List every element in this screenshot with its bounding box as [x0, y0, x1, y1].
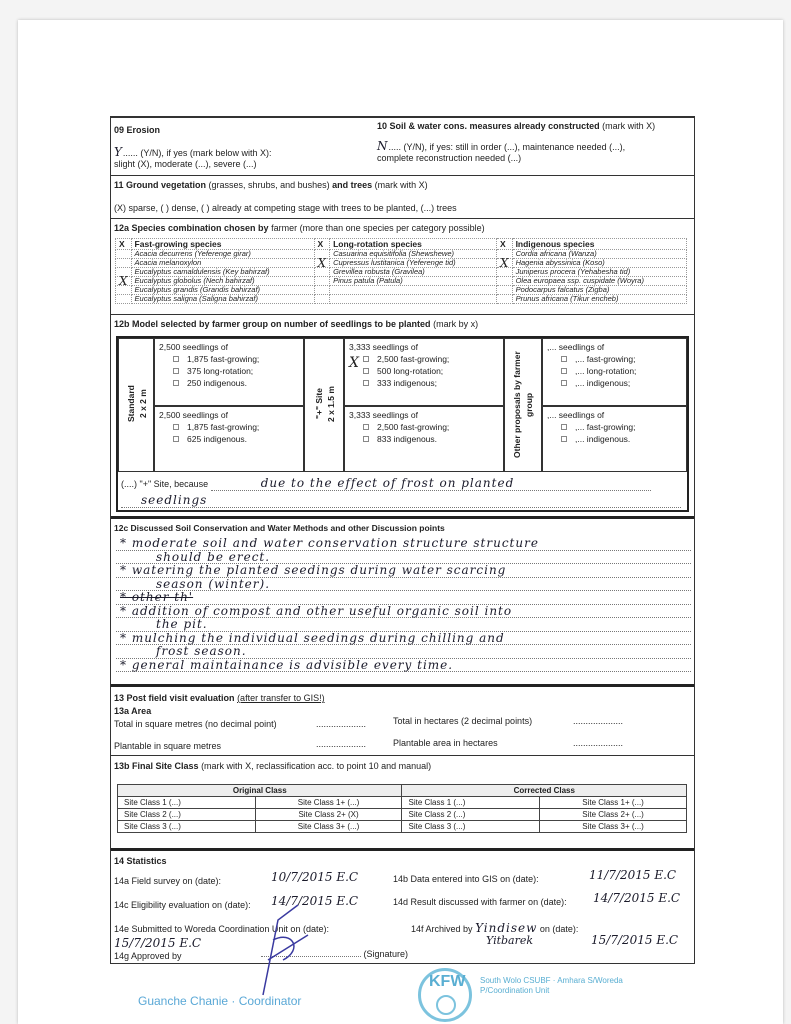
model-title	[114, 319, 478, 329]
species-name: Prunus africana (Tikur encheb)	[512, 295, 686, 304]
because-text-2: seedlings	[121, 493, 681, 508]
archived-label: 14f Archived by	[411, 924, 473, 934]
selected-mark: X	[349, 355, 359, 371]
species-mark[interactable]: X	[314, 259, 330, 268]
option-label: 625 indigenous.	[187, 434, 248, 444]
option-label: 375 long-rotation;	[187, 366, 254, 376]
species-name	[330, 295, 497, 304]
erosion-line2: slight (X), moderate (...), severe (...)	[114, 159, 257, 169]
swc-answer: N	[377, 139, 389, 153]
because-label: (....) "+" Site, because	[121, 479, 209, 489]
option-head: ,... seedlings of	[547, 410, 605, 420]
total-ha-label: Total in hectares (2 decimal points)	[393, 716, 533, 726]
site-class-row	[118, 821, 687, 833]
statistics-title: 14 Statistics	[114, 856, 167, 866]
species-mark[interactable]: X	[497, 259, 513, 268]
species-col-header: Long-rotation species	[330, 239, 497, 250]
option-head: 3,333 seedlings of	[349, 410, 418, 420]
post-visit-title	[114, 693, 325, 703]
species-name: Cupressus lustitanica (Yeferenge tid)	[330, 259, 497, 268]
site-class-row	[118, 797, 687, 809]
checkbox[interactable]	[561, 436, 567, 442]
checkbox[interactable]	[561, 356, 567, 362]
signature-mark	[248, 900, 318, 1000]
std-d: 2 x 2 m	[138, 389, 148, 419]
t2: (grasses, shrubs, and bushes)	[208, 180, 330, 190]
model-box	[116, 336, 689, 512]
option-head: 2,500 seedlings of	[159, 342, 228, 352]
because-line	[121, 476, 681, 491]
field-survey-label: 14a Field survey on (date):	[114, 876, 222, 886]
other-option-b[interactable]	[542, 406, 687, 472]
option-label: ,... fast-growing;	[575, 422, 636, 432]
species-name: Acacia melanoxylon	[131, 259, 314, 268]
vegetation-title	[114, 180, 428, 190]
species-name: Acacia decurrens (Yeferenge girar)	[131, 250, 314, 259]
species-col-mark: X	[116, 239, 132, 250]
checkbox[interactable]	[561, 380, 567, 386]
species-name: Cordia africana (Wanza)	[512, 250, 686, 259]
kfw-stamp-text: KFW	[429, 973, 466, 990]
option-label: 250 indigenous.	[187, 378, 248, 388]
because-text-1: due to the effect of frost on planted	[211, 476, 651, 491]
vegetation-line: (X) sparse, ( ) dense, ( ) already at competing stage with trees to be planted, (...) trees	[114, 203, 457, 213]
option-label: 1,875 fast-growing;	[187, 422, 260, 432]
other-option-a[interactable]	[542, 338, 687, 406]
option-label: 833 indigenous.	[377, 434, 438, 444]
mt1: 12b Model selected by farmer group on number of seedlings to be planted	[114, 319, 431, 329]
gis-entry-date[interactable]: 11/7/2015 E.C	[589, 868, 677, 882]
site-class-option[interactable]: Site Class 2+ (X)	[255, 809, 402, 821]
scanned-page	[18, 20, 783, 1024]
option-label: 333 indigenous;	[377, 378, 438, 388]
area-title: 13a Area	[114, 706, 152, 716]
option-item	[159, 353, 299, 365]
species-name: Podocarpus falcatus (Zigba)	[512, 286, 686, 295]
option-head: 2,500 seedlings of	[159, 410, 228, 420]
checkbox[interactable]	[173, 436, 179, 442]
species-col-mark: X	[314, 239, 330, 250]
option-label: 1,875 fast-growing;	[187, 354, 260, 364]
option-head: ,... seedlings of	[547, 342, 605, 352]
archived-by[interactable]: Yindisew	[475, 921, 538, 935]
pv1: 13 Post field visit evaluation	[114, 693, 235, 703]
kfw-stamp-ring-text: South Wolo CSUBF · Amhara S/Woreda P/Coordination Unit	[480, 976, 623, 995]
option-item	[547, 353, 682, 365]
discussion-line: frost season.	[116, 645, 691, 659]
species-title	[114, 223, 485, 233]
option-item	[547, 421, 682, 433]
fc1: 13b Final Site Class	[114, 761, 199, 771]
option-item	[547, 433, 682, 445]
option-head: 3,333 seedlings of	[349, 342, 418, 352]
species-mark[interactable]	[314, 286, 330, 295]
option-label: ,... fast-growing;	[575, 354, 636, 364]
submitted-label: 14e Submitted to Woreda Coordination Unit on (date):	[114, 924, 329, 934]
species-mark[interactable]: X	[116, 277, 132, 286]
pl-d: 2 x 1.5 m	[326, 386, 336, 422]
site-class-option[interactable]: Site Class 3 (...)	[118, 821, 256, 833]
species-mark[interactable]	[314, 277, 330, 286]
archived-on-label: on (date):	[539, 924, 579, 934]
t1: 11 Ground vegetation	[114, 180, 207, 190]
site-class-option[interactable]: Site Class 1+ (...)	[255, 797, 402, 809]
corrected-class-header: Corrected Class	[402, 785, 687, 797]
approved-label: 14g Approved by	[114, 951, 182, 961]
option-label: 2,500 fast-growing;	[377, 354, 450, 364]
result-discussed-date[interactable]: 14/7/2015 E.C	[593, 891, 681, 905]
standard-label	[125, 359, 149, 449]
plus-label-cell	[304, 338, 344, 472]
checkbox[interactable]	[363, 368, 369, 374]
erosion-title: 09 Erosion	[114, 125, 161, 135]
plant-ha-value[interactable]: ....................	[573, 738, 624, 748]
option-label: ,... indigenous;	[575, 378, 631, 388]
species-mark[interactable]	[116, 295, 132, 304]
standard-option-a[interactable]	[154, 338, 304, 406]
option-label: 500 long-rotation;	[377, 366, 444, 376]
result-discussed-label: 14d Result discussed with farmer on (date):	[393, 897, 567, 907]
person-stamp: Guanche Chanie · Coordinator	[138, 994, 302, 1008]
kfw-stamp	[418, 968, 472, 1022]
gis-entry-label: 14b Data entered into GIS on (date):	[393, 874, 539, 884]
species-row	[116, 295, 687, 304]
standard-option-b[interactable]	[154, 406, 304, 472]
plus-option-a[interactable]	[344, 338, 504, 406]
std-l: Standard	[126, 385, 136, 423]
eligibility-label: 14c Eligibility evaluation on (date):	[114, 900, 251, 910]
species-mark[interactable]	[116, 250, 132, 259]
option-item	[159, 377, 299, 389]
species-name: Grevillea robusta (Gravilea)	[330, 268, 497, 277]
species-mark[interactable]	[497, 286, 513, 295]
checkbox[interactable]	[363, 356, 369, 362]
option-label: 2,500 fast-growing;	[377, 422, 450, 432]
species-mark[interactable]	[116, 259, 132, 268]
checkbox[interactable]	[173, 356, 179, 362]
plant-ha-label: Plantable area in hectares	[393, 738, 498, 748]
site-class-option[interactable]: Site Class 3+ (...)	[540, 821, 687, 833]
site-class-option[interactable]: Site Class 1 (...)	[402, 797, 540, 809]
species-name: Eucalyptus saligna (Saligna bahirzaf)	[131, 295, 314, 304]
discussion-line: the pit.	[116, 618, 691, 632]
checkbox[interactable]	[363, 424, 369, 430]
discussion-line: season (winter).	[116, 578, 691, 592]
species-mark[interactable]	[497, 277, 513, 286]
original-class-header: Original Class	[118, 785, 402, 797]
st1: 12a Species combination chosen by	[114, 223, 269, 233]
pl-l: "+" Site	[314, 388, 324, 420]
archived-signature: Yitbarek	[486, 934, 534, 947]
discussion-line: * moderate soil and water conservation structure structure	[116, 537, 691, 551]
total-sqm-label: Total in square metres (no decimal point)	[114, 719, 277, 729]
option-label: ,... long-rotation;	[575, 366, 637, 376]
species-name: Eucalyptus grandis (Grandis bahirzaf)	[131, 286, 314, 295]
species-table	[115, 238, 687, 304]
species-name: Olea europaea ssp. cuspidate (Woyra)	[512, 277, 686, 286]
erosion-answer: Y	[114, 145, 123, 159]
t3: and trees	[332, 180, 373, 190]
species-name: Casuarina equisitifolia (Shewshewe)	[330, 250, 497, 259]
pv2: (after transfer to GIS!)	[237, 693, 325, 703]
final-class-title	[114, 761, 431, 771]
t4: (mark with X)	[374, 180, 428, 190]
option-item	[159, 421, 299, 433]
checkbox[interactable]	[561, 424, 567, 430]
discussion-lines	[116, 537, 691, 672]
discussion-title: 12c Discussed Soil Conservation and Water Methods and other Discussion points	[114, 523, 445, 533]
erosion-line1-text: ...... (Y/N), if yes (mark below with X):	[122, 148, 272, 158]
option-item	[349, 421, 499, 433]
total-ha-value[interactable]: ....................	[573, 716, 624, 726]
discussion-line: should be erect.	[116, 551, 691, 565]
option-item	[349, 433, 499, 445]
swc-title-note: (mark with X)	[602, 121, 656, 131]
discussion-line: * other th'	[116, 591, 691, 605]
species-name	[330, 286, 497, 295]
submitted-date[interactable]: 15/7/2015 E.C	[114, 936, 202, 950]
form	[110, 116, 695, 964]
other-label-cell	[504, 338, 542, 472]
species-mark[interactable]	[314, 295, 330, 304]
option-item	[349, 377, 499, 389]
swc-line1	[377, 140, 693, 153]
species-name: Hagenia abyssinica (Koso)	[512, 259, 686, 268]
st2: farmer (more than one species per category possible)	[271, 223, 485, 233]
archived-line	[411, 921, 578, 935]
discussion-line: * general maintainance is advisible every time.	[116, 659, 691, 673]
swc-line1-text: ..... (Y/N), if yes: still in order (...), maintenance needed (...),	[388, 142, 626, 152]
swc-line2: complete reconstruction needed (...)	[377, 153, 522, 163]
plus-label	[313, 369, 337, 439]
option-item	[159, 433, 299, 445]
site-class-table	[117, 784, 687, 833]
site-class-option[interactable]: Site Class 2 (...)	[402, 809, 540, 821]
signature-label: (Signature)	[363, 949, 409, 959]
fc2: (mark with X, reclassification acc. to point 10 and manual)	[201, 761, 432, 771]
field-survey-date[interactable]: 10/7/2015 E.C	[271, 870, 359, 884]
option-item	[547, 365, 682, 377]
swc-title-text: 10 Soil & water cons. measures already constructed	[377, 121, 600, 131]
other-label: Other proposals by farmer group	[512, 351, 534, 459]
checkbox[interactable]	[173, 424, 179, 430]
option-item	[349, 353, 499, 365]
archived-date[interactable]: 15/7/2015 E.C	[591, 933, 679, 947]
discussion-line: * addition of compost and other useful organic soil into	[116, 605, 691, 619]
checkbox[interactable]	[363, 380, 369, 386]
standard-label-cell	[118, 338, 154, 472]
site-class-option[interactable]: Site Class 2+ (...)	[540, 809, 687, 821]
species-name: Eucalyptus globolus (Nech bahirzaf)	[131, 277, 314, 286]
species-col-mark: X	[497, 239, 513, 250]
total-sqm-value[interactable]: ....................	[316, 719, 367, 729]
species-name: Juniperus procera (Yehabesha tid)	[512, 268, 686, 277]
checkbox[interactable]	[173, 368, 179, 374]
discussion-line: * mulching the individual seedings during chilling and	[116, 632, 691, 646]
checkbox[interactable]	[363, 436, 369, 442]
discussion-line: * watering the planted seedings during water scarcing	[116, 564, 691, 578]
eligibility-date[interactable]: 14/7/2015 E.C	[271, 894, 359, 908]
swc-block	[377, 121, 693, 164]
species-col-header: Fast-growing species	[131, 239, 314, 250]
swc-title	[377, 121, 693, 132]
plus-option-b[interactable]	[344, 406, 504, 472]
option-item	[547, 377, 682, 389]
site-class-option[interactable]: Site Class 1 (...)	[118, 797, 256, 809]
site-class-option[interactable]: Site Class 3+ (...)	[255, 821, 402, 833]
option-item	[159, 365, 299, 377]
erosion-line1	[114, 145, 271, 159]
site-class-option[interactable]: Site Class 1+ (...)	[540, 797, 687, 809]
star-emblem-icon	[436, 995, 456, 1015]
species-name: Eucalyptus camaldulensis (Key bahirzaf)	[131, 268, 314, 277]
checkbox[interactable]	[561, 368, 567, 374]
species-name: Pinus patula (Patula)	[330, 277, 497, 286]
option-label: ,... indigenous.	[575, 434, 631, 444]
species-mark[interactable]	[497, 295, 513, 304]
site-class-row	[118, 809, 687, 821]
plant-sqm-value[interactable]: ....................	[316, 739, 367, 749]
plant-sqm-label: Plantable in square metres	[114, 741, 222, 751]
site-class-option[interactable]: Site Class 2 (...)	[118, 809, 256, 821]
species-col-header: Indigenous species	[512, 239, 686, 250]
checkbox[interactable]	[173, 380, 179, 386]
site-class-option[interactable]: Site Class 3 (...)	[402, 821, 540, 833]
mt2: (mark by x)	[433, 319, 479, 329]
